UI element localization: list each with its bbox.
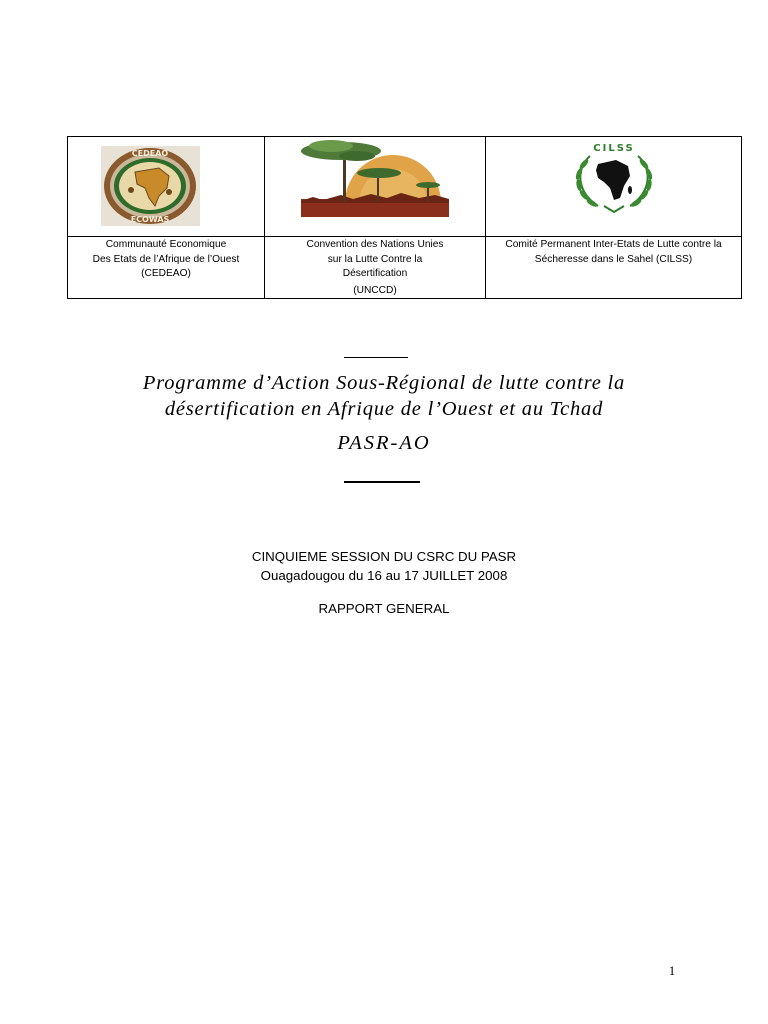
title-rule-top [344,357,408,358]
caption-line: Comité Permanent Inter-Etats de Lutte contre la [505,239,722,250]
caption-line: Sécheresse dans le Sahel (CILSS) [534,253,693,265]
caption-line: (CEDEAO) [141,268,191,279]
cilss-logo-icon [568,140,660,216]
unccd-logo-icon [301,137,449,217]
caption-line: Communauté Economique [105,239,227,250]
document-title-line-1: Programme d’Action Sous-Régional de lutte contre la [142,372,626,394]
cedeao-caption-cell [68,237,265,299]
logo-table [67,136,742,299]
cilss-caption [486,237,741,267]
cedeao-caption [68,237,264,282]
session-location-date: Ouagadougou du 16 au 17 JUILLET 2008 [260,568,508,583]
document-title-line-2: désertification en Afrique de l’Ouest et au Tchad [164,398,604,420]
unccd-caption [265,237,485,298]
report-type: RAPPORT GENERAL [318,601,450,616]
caption-line: Des Etats de l’Afrique de l’Ouest [92,253,240,265]
unccd-caption-cell [265,237,486,299]
caption-line: Désertification [342,268,408,279]
cilss-logo-cell [486,137,742,237]
title-rule-bottom [344,481,420,483]
caption-line: sur la Lutte Contre la [327,253,423,265]
caption-line: (UNCCD) [353,284,397,296]
cedeao-logo-cell [68,137,265,237]
svg-text:CEDEAO: CEDEAO [131,149,169,158]
svg-text:ECOWAS: ECOWAS [130,215,170,224]
page-number: 1 [668,963,676,978]
caption-line: Convention des Nations Unies [306,239,444,250]
document-acronym: PASR-AO [337,432,431,454]
unccd-logo-cell [265,137,486,237]
svg-text:CILSS: CILSS [593,143,635,154]
cilss-caption-cell [486,237,742,299]
cedeao-logo-icon [101,146,200,226]
session-title: CINQUIEME SESSION DU CSRC DU PASR [251,549,517,564]
